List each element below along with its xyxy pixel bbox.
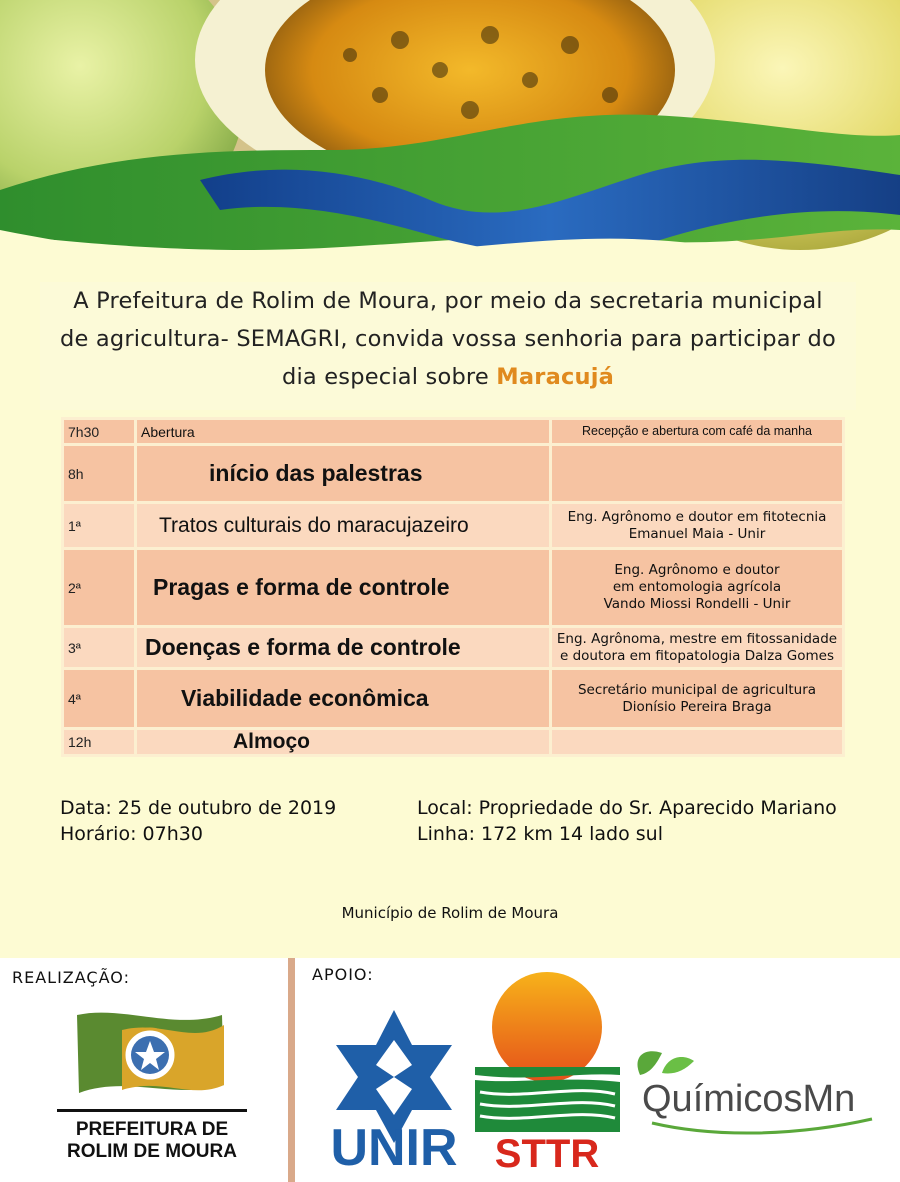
event-date-time (60, 795, 336, 847)
row-speaker: Eng. Agrônomo e doutor em fitotecnia Emanuel Maia - Unir (551, 503, 844, 549)
row-speaker: Secretário municipal de agricultura Dionísio Pereira Braga (551, 669, 844, 729)
municipality-label: Município de Rolim de Moura (341, 904, 559, 922)
event-location (417, 795, 837, 847)
prefeitura-name-line-1: PREFEITURA DE (75, 1119, 229, 1140)
sttr-text: STTR (494, 1132, 600, 1172)
table-row (63, 445, 844, 503)
row-time: 3ª (63, 627, 136, 669)
unir-logo (312, 1005, 477, 1170)
row-speaker: Recepção e abertura com café da manha (551, 419, 844, 445)
row-time: 2ª (63, 549, 136, 627)
row-topic: Doenças e forma de controle (136, 627, 551, 669)
leaf-icon (637, 1051, 662, 1075)
schedule-table (61, 417, 845, 757)
realizacao-label: REALIZAÇÃO: (12, 968, 130, 987)
footer-divider (288, 958, 295, 1182)
table-row (63, 419, 844, 445)
row-topic: início das palestras (136, 445, 551, 503)
invitation-line-2: de agricultura- SEMAGRI, convida vossa senhoria para participar do (60, 326, 836, 352)
row-speaker: Eng. Agrônoma, mestre em fitossanidade e doutora em fitopatologia Dalza Gomes (551, 627, 844, 669)
event-theme: Maracujá (496, 364, 615, 390)
quimicos-logo (622, 1045, 890, 1140)
row-topic: Abertura (136, 419, 551, 445)
row-time: 1ª (63, 503, 136, 549)
row-time: 8h (63, 445, 136, 503)
event-road: Linha: 172 km 14 lado sul (417, 823, 663, 845)
unir-text: UNIR (330, 1119, 458, 1170)
sttr-logo (475, 972, 620, 1172)
invitation-text (40, 282, 856, 410)
table-row (63, 627, 844, 669)
table-row (63, 729, 844, 756)
table-row (63, 549, 844, 627)
row-topic: Viabilidade econômica (136, 669, 551, 729)
apoio-label: APOIO: (312, 965, 374, 984)
row-speaker (551, 729, 844, 756)
passion-fruit-banner (0, 0, 900, 275)
invitation-line-3: dia especial sobre Maracujá (281, 364, 615, 390)
row-time: 12h (63, 729, 136, 756)
event-place: Local: Propriedade do Sr. Aparecido Mariano (417, 797, 837, 819)
row-speaker (551, 445, 844, 503)
row-speaker: Eng. Agrônomo e doutor em entomologia agrícola Vando Miossi Rondelli - Unir (551, 549, 844, 627)
quimicos-text: QuímicosMn (642, 1078, 856, 1120)
row-time: 4ª (63, 669, 136, 729)
row-time: 7h30 (63, 419, 136, 445)
row-topic: Almoço (136, 729, 551, 756)
row-topic: Pragas e forma de controle (136, 549, 551, 627)
sun-icon (492, 972, 602, 1082)
event-date: Data: 25 de outubro de 2019 (60, 797, 337, 819)
prefeitura-logo (52, 1005, 252, 1165)
invitation-line-1: A Prefeitura de Rolim de Moura, por meio da secretaria municipal (73, 288, 823, 314)
row-topic: Tratos culturais do maracujazeiro (136, 503, 551, 549)
event-time: Horário: 07h30 (60, 823, 203, 845)
prefeitura-name-line-2: ROLIM DE MOURA (67, 1141, 237, 1162)
table-row (63, 669, 844, 729)
table-row (63, 503, 844, 549)
